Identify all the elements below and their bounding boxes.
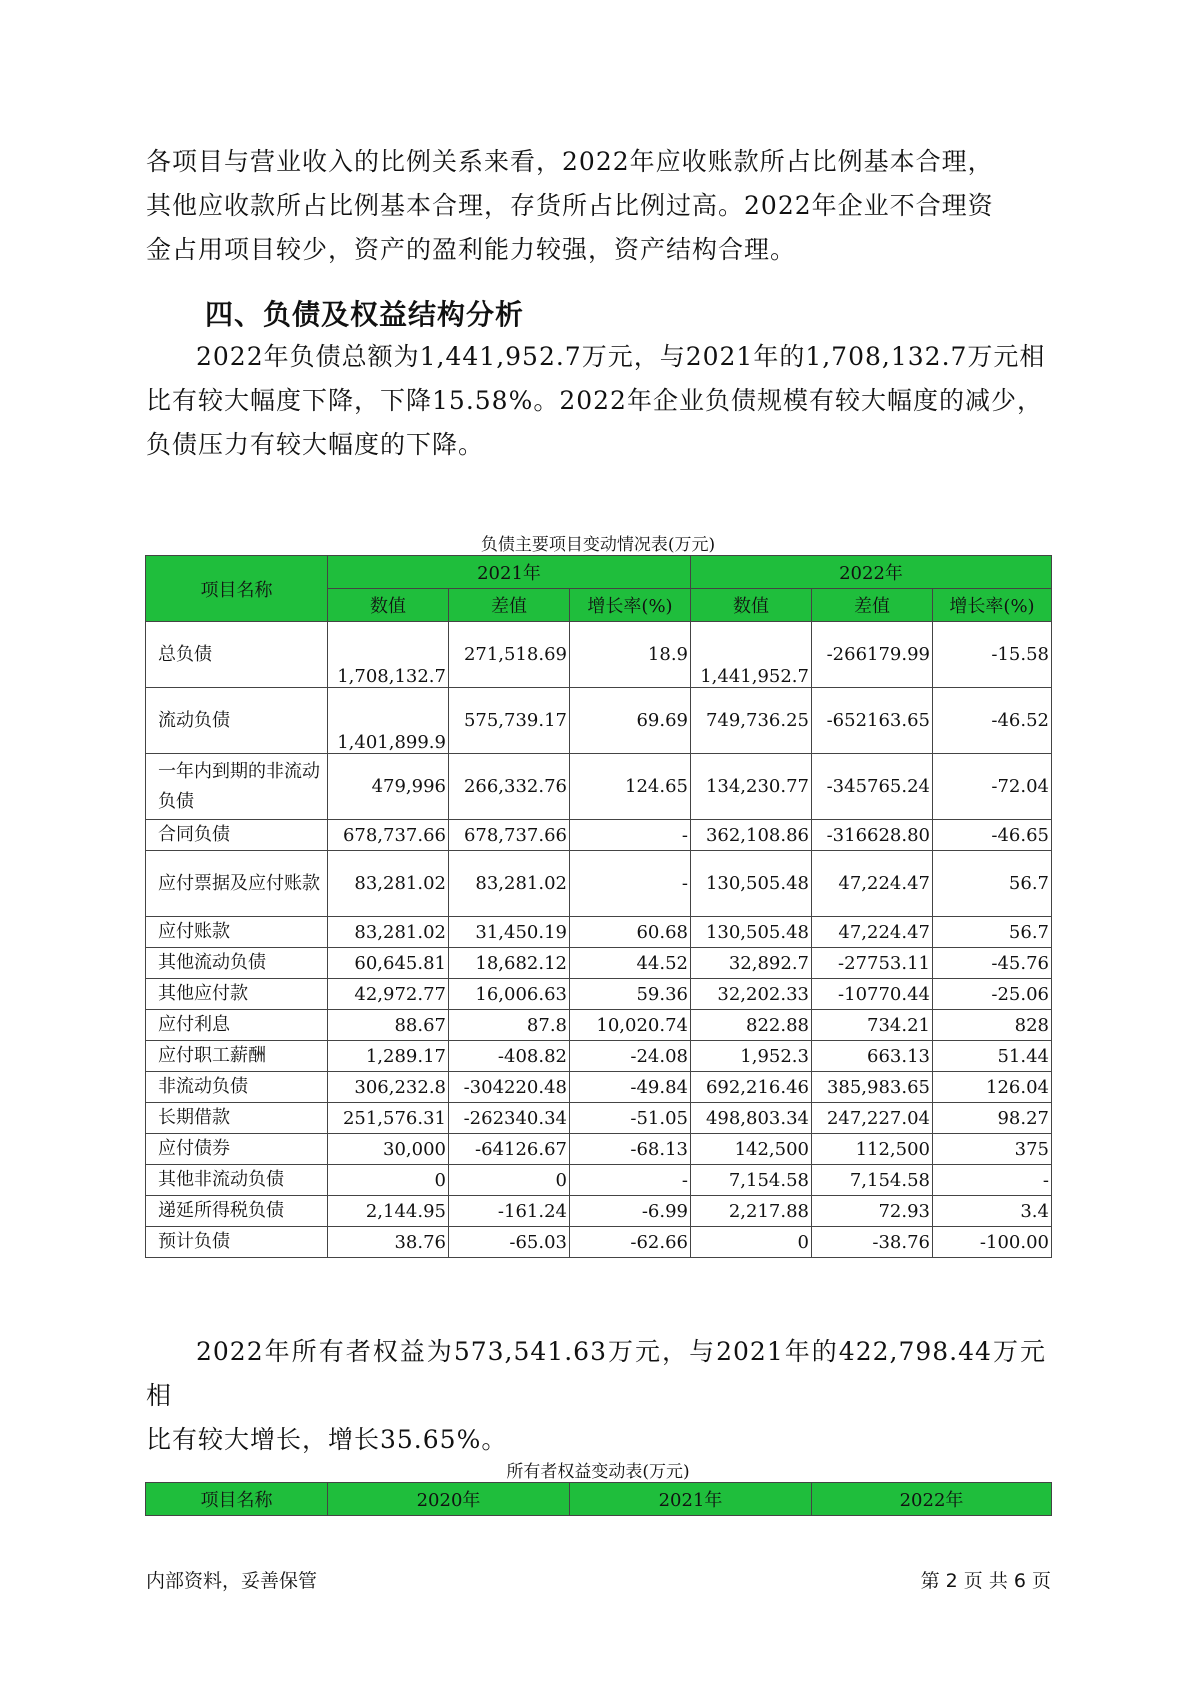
row-cell-g2: 51.44 [933,1041,1052,1072]
row-cell-g1: 18.9 [570,622,691,688]
equity-table [145,1482,1052,1516]
row-cell-g1: -51.05 [570,1103,691,1134]
row-item-name: 一年内到期的非流动负债 [146,754,328,820]
row-cell-v1: 1,401,899.9 [328,688,449,754]
row-cell-g1: - [570,820,691,851]
row-cell-d2: -27753.11 [812,948,933,979]
equity-header-2022: 2022年 [812,1483,1052,1516]
equity-header-2020: 2020年 [328,1483,570,1516]
row-cell-g2: -46.52 [933,688,1052,754]
row-cell-d2: -38.76 [812,1227,933,1258]
intro-line: 各项目与营业收入的比例关系来看，2022年应收账款所占比例基本合理， [146,147,994,176]
row-cell-g2: -45.76 [933,948,1052,979]
row-cell-v1: 42,972.77 [328,979,449,1010]
row-cell-g1: - [570,1165,691,1196]
row-cell-v1: 1,289.17 [328,1041,449,1072]
row-cell-v1: 0 [328,1165,449,1196]
row-cell-d2: 112,500 [812,1134,933,1165]
row-cell-v1: 306,232.8 [328,1072,449,1103]
section-heading: 四、负债及权益结构分析 [205,298,525,331]
row-cell-v1: 38.76 [328,1227,449,1258]
row-cell-g1: 10,020.74 [570,1010,691,1041]
row-cell-v2: 692,216.46 [691,1072,812,1103]
footer-page-number: 第 2 页 共 6 页 [920,1570,1051,1592]
debt-line: 2022年负债总额为1,441,952.7万元，与2021年的1,708,132.7万元相 [196,342,1046,371]
row-cell-d1: 31,450.19 [449,917,570,948]
row-cell-d1: -65.03 [449,1227,570,1258]
row-cell-d2: -652163.65 [812,688,933,754]
table-row [146,851,1052,917]
row-item-name: 应付债券 [146,1134,328,1165]
row-cell-d1: 87.8 [449,1010,570,1041]
row-cell-d1: -161.24 [449,1196,570,1227]
header-value: 数值 [328,589,449,622]
row-cell-v2: 130,505.48 [691,917,812,948]
row-cell-v2: 0 [691,1227,812,1258]
row-cell-d2: 663.13 [812,1041,933,1072]
table-row [146,754,1052,820]
debt-line: 负债压力有较大幅度的下降。 [146,430,485,459]
row-cell-v2: 142,500 [691,1134,812,1165]
table-row [146,1165,1052,1196]
row-item-name: 应付利息 [146,1010,328,1041]
row-cell-d1: 266,332.76 [449,754,570,820]
equity-header-item-name: 项目名称 [146,1483,328,1516]
row-item-name: 合同负债 [146,820,328,851]
row-cell-d1: -64126.67 [449,1134,570,1165]
equity-paragraph [146,1330,1046,1462]
row-cell-g2: -15.58 [933,622,1052,688]
header-diff: 差值 [812,589,933,622]
row-cell-g1: -24.08 [570,1041,691,1072]
table-row [146,688,1052,754]
row-cell-g1: -49.84 [570,1072,691,1103]
row-cell-v1: 83,281.02 [328,917,449,948]
row-cell-d2: 72.93 [812,1196,933,1227]
equity-header-2021: 2021年 [570,1483,812,1516]
row-cell-v2: 749,736.25 [691,688,812,754]
debt-line: 比有较大幅度下降，下降15.58%。2022年企业负债规模有较大幅度的减少， [146,386,1043,415]
row-cell-v2: 498,803.34 [691,1103,812,1134]
row-cell-g2: - [933,1165,1052,1196]
equity-line: 2022年所有者权益为573,541.63万元，与2021年的422,798.44万元相 [146,1337,1046,1410]
row-cell-v1: 83,281.02 [328,851,449,917]
table-row [146,1196,1052,1227]
row-item-name: 总负债 [146,622,328,688]
equity-line: 比有较大增长，增长35.65%。 [146,1425,508,1454]
row-cell-g2: -46.65 [933,820,1052,851]
table-row [146,622,1052,688]
row-cell-v1: 251,576.31 [328,1103,449,1134]
row-cell-g2: 56.7 [933,917,1052,948]
row-cell-g1: 124.65 [570,754,691,820]
header-item-name: 项目名称 [146,556,328,622]
row-item-name: 其他应付款 [146,979,328,1010]
row-cell-d1: -262340.34 [449,1103,570,1134]
row-cell-v2: 1,441,952.7 [691,622,812,688]
row-item-name: 应付账款 [146,917,328,948]
row-cell-g1: - [570,851,691,917]
row-item-name: 预计负债 [146,1227,328,1258]
debt-paragraph [146,335,1046,467]
table-row [146,1134,1052,1165]
row-cell-d1: 271,518.69 [449,622,570,688]
row-cell-g1: 59.36 [570,979,691,1010]
row-cell-g1: -68.13 [570,1134,691,1165]
row-cell-g2: 98.27 [933,1103,1052,1134]
row-cell-g2: -72.04 [933,754,1052,820]
row-cell-g1: -62.66 [570,1227,691,1258]
row-cell-g1: 60.68 [570,917,691,948]
equity-table-caption: 所有者权益变动表(万元) [506,1462,690,1482]
table-row [146,1103,1052,1134]
row-cell-d1: 575,739.17 [449,688,570,754]
row-cell-d2: 7,154.58 [812,1165,933,1196]
table-row [146,1227,1052,1258]
row-cell-v2: 362,108.86 [691,820,812,851]
row-cell-v1: 678,737.66 [328,820,449,851]
header-diff: 差值 [449,589,570,622]
table-row [146,1072,1052,1103]
row-cell-v1: 88.67 [328,1010,449,1041]
row-item-name: 递延所得税负债 [146,1196,328,1227]
row-item-name: 长期借款 [146,1103,328,1134]
row-cell-d1: 18,682.12 [449,948,570,979]
row-cell-v1: 60,645.81 [328,948,449,979]
row-cell-d1: -408.82 [449,1041,570,1072]
row-cell-d2: 47,224.47 [812,917,933,948]
row-cell-d1: -304220.48 [449,1072,570,1103]
row-cell-d2: 734.21 [812,1010,933,1041]
row-cell-g2: 56.7 [933,851,1052,917]
table-row [146,979,1052,1010]
footer-confidential-note: 内部资料，妥善保管 [146,1570,318,1592]
row-cell-d2: -10770.44 [812,979,933,1010]
row-cell-d1: 0 [449,1165,570,1196]
row-cell-v2: 1,952.3 [691,1041,812,1072]
table-row [146,948,1052,979]
row-cell-v2: 130,505.48 [691,851,812,917]
row-cell-v2: 2,217.88 [691,1196,812,1227]
table-row [146,1041,1052,1072]
intro-paragraph [146,140,1046,272]
row-cell-d2: -316628.80 [812,820,933,851]
row-cell-v1: 479,996 [328,754,449,820]
row-cell-d1: 678,737.66 [449,820,570,851]
row-item-name: 其他流动负债 [146,948,328,979]
intro-line: 其他应收款所占比例基本合理，存货所占比例过高。2022年企业不合理资 [146,191,994,220]
row-cell-v1: 2,144.95 [328,1196,449,1227]
row-cell-d2: -266179.99 [812,622,933,688]
row-cell-d2: 47,224.47 [812,851,933,917]
header-growth: 增长率(%) [570,589,691,622]
row-item-name: 应付职工薪酬 [146,1041,328,1072]
row-cell-g2: -25.06 [933,979,1052,1010]
row-cell-g1: 44.52 [570,948,691,979]
row-cell-v2: 7,154.58 [691,1165,812,1196]
row-cell-d2: 385,983.65 [812,1072,933,1103]
row-cell-d1: 83,281.02 [449,851,570,917]
row-cell-g2: 375 [933,1134,1052,1165]
header-growth: 增长率(%) [933,589,1052,622]
row-cell-g1: 69.69 [570,688,691,754]
debt-table-caption: 负债主要项目变动情况表(万元) [480,535,716,555]
debt-table [145,555,1052,1258]
row-cell-d2: 247,227.04 [812,1103,933,1134]
table-row [146,917,1052,948]
row-cell-d2: -345765.24 [812,754,933,820]
table-row [146,820,1052,851]
row-item-name: 应付票据及应付账款 [146,851,328,917]
table-row [146,1010,1052,1041]
row-cell-v2: 32,892.7 [691,948,812,979]
row-cell-v1: 30,000 [328,1134,449,1165]
row-cell-g2: 126.04 [933,1072,1052,1103]
row-cell-v2: 32,202.33 [691,979,812,1010]
row-cell-d1: 16,006.63 [449,979,570,1010]
row-item-name: 其他非流动负债 [146,1165,328,1196]
row-cell-v2: 822.88 [691,1010,812,1041]
row-cell-g1: -6.99 [570,1196,691,1227]
header-value: 数值 [691,589,812,622]
row-cell-v2: 134,230.77 [691,754,812,820]
header-year-2022: 2022年 [691,556,1052,589]
intro-line: 金占用项目较少，资产的盈利能力较强，资产结构合理。 [146,235,797,264]
row-cell-v1: 1,708,132.7 [328,622,449,688]
row-item-name: 流动负债 [146,688,328,754]
debt-table-body [146,622,1052,1258]
row-cell-g2: 828 [933,1010,1052,1041]
header-year-2021: 2021年 [328,556,691,589]
row-cell-g2: 3.4 [933,1196,1052,1227]
row-item-name: 非流动负债 [146,1072,328,1103]
row-cell-g2: -100.00 [933,1227,1052,1258]
